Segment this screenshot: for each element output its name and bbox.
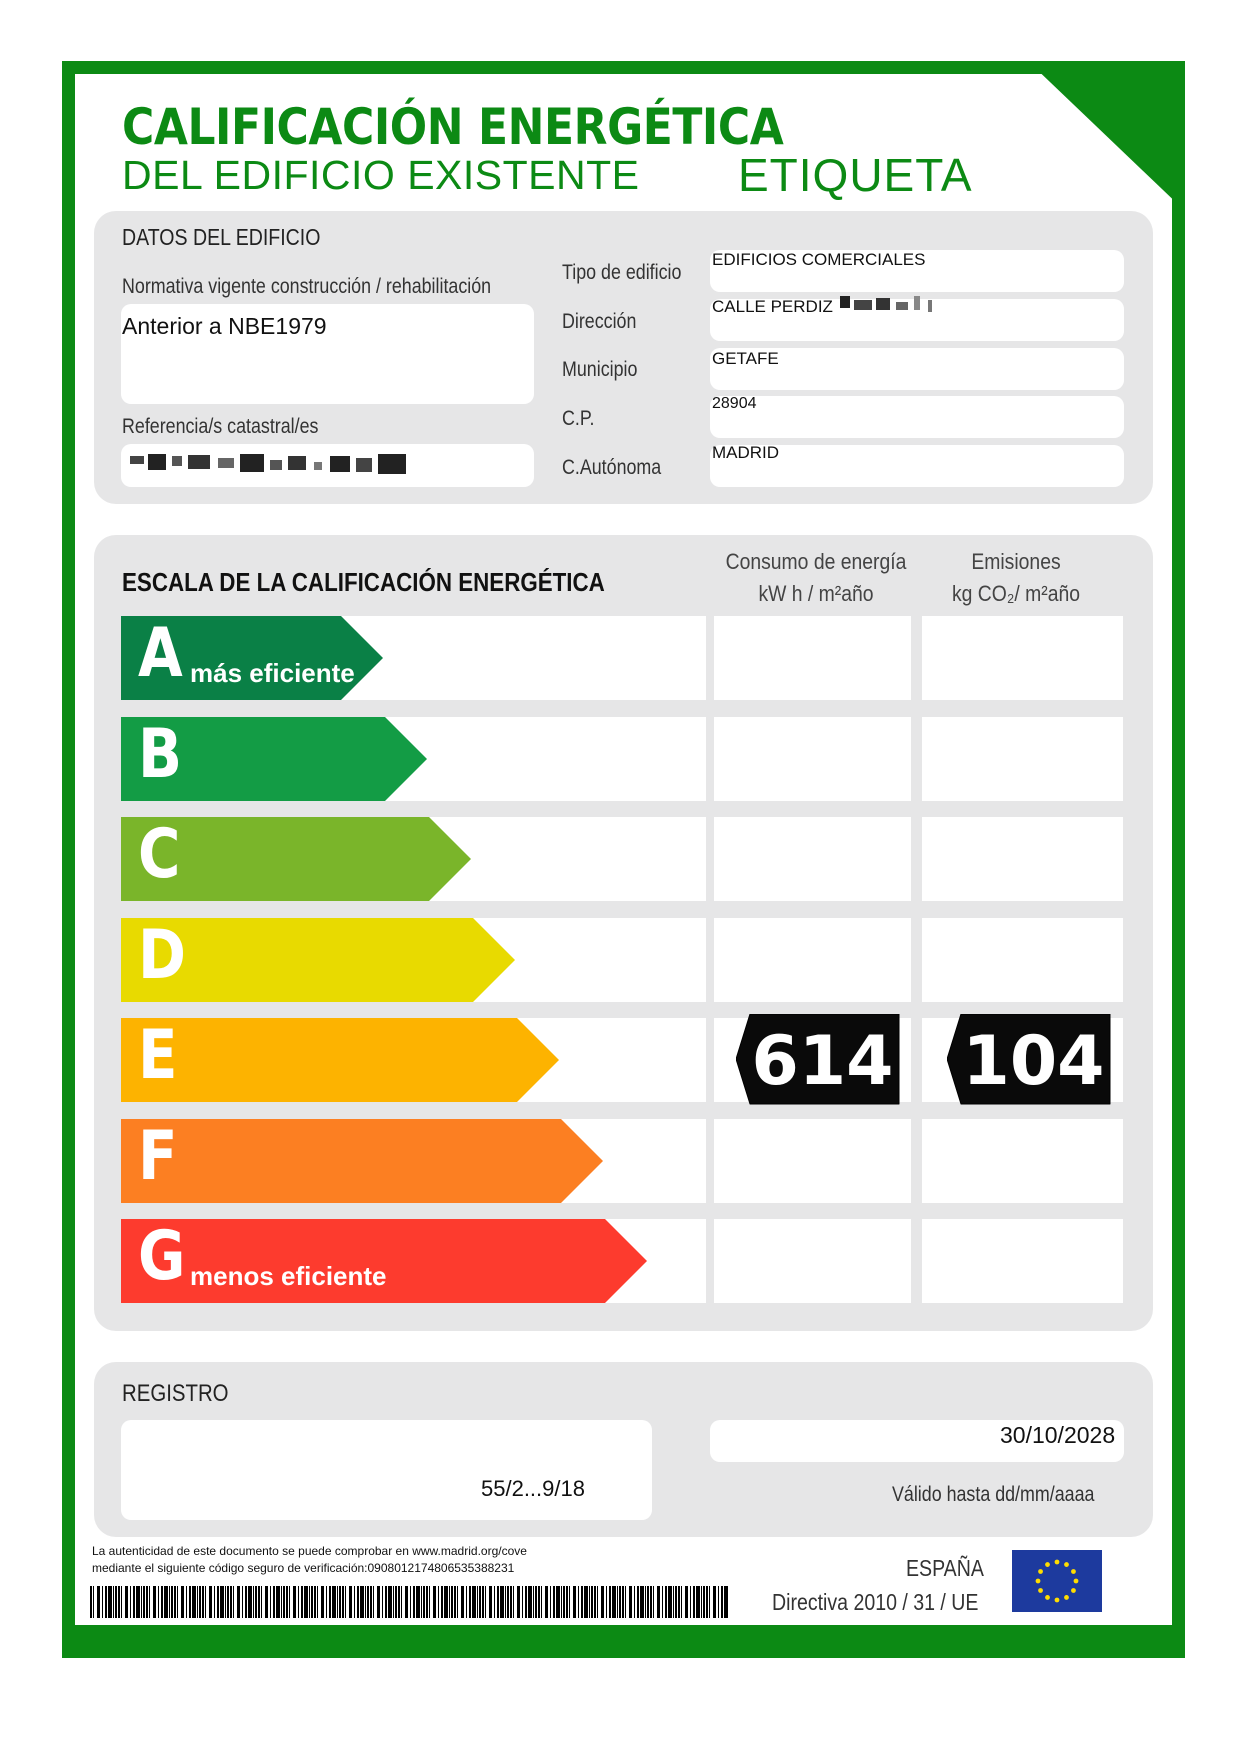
redacted-direccion bbox=[838, 294, 938, 316]
etiqueta-label: ETIQUETA bbox=[738, 149, 973, 201]
emisiones-value: 104 bbox=[962, 1022, 1105, 1101]
fecha-value: 30/10/2028 bbox=[1000, 1422, 1116, 1448]
direccion-label: Dirección bbox=[562, 310, 637, 333]
class-letter-e: E bbox=[138, 1016, 178, 1095]
consumo-cell-c bbox=[714, 817, 911, 901]
class-letter-g: G bbox=[138, 1217, 186, 1296]
cp-field bbox=[710, 396, 1124, 438]
ca-value: MADRID bbox=[712, 443, 780, 462]
registro-number: 55/2...9/18 bbox=[481, 1476, 585, 1501]
class-note-g: menos eficiente bbox=[190, 1261, 387, 1291]
main-title: CALIFICACIÓN ENERGÉTICA bbox=[122, 98, 784, 156]
building-section-title: DATOS DEL EDIFICIO bbox=[122, 224, 321, 250]
country-label: ESPAÑA bbox=[906, 1555, 984, 1581]
barcode bbox=[90, 1586, 728, 1618]
consumo-cell-f bbox=[714, 1119, 911, 1203]
tipo-value: EDIFICIOS COMERCIALES bbox=[712, 250, 926, 269]
emisiones-cell-d bbox=[922, 918, 1123, 1002]
emisiones-cell-g bbox=[922, 1219, 1123, 1303]
normativa-value: Anterior a NBE1979 bbox=[122, 313, 327, 339]
normativa-label: Normativa vigente construcción / rehabilitación bbox=[122, 275, 492, 298]
consumo-cell-g bbox=[714, 1219, 911, 1303]
class-letter-f: F bbox=[138, 1117, 178, 1196]
class-note-a: más eficiente bbox=[190, 658, 355, 688]
direccion-value: CALLE PERDIZ bbox=[712, 297, 833, 316]
class-letter-d: D bbox=[138, 916, 186, 995]
emisiones-header bbox=[919, 546, 1113, 610]
scale-title: ESCALA DE LA CALIFICACIÓN ENERGÉTICA bbox=[122, 567, 605, 597]
class-letter-a: A bbox=[138, 614, 183, 693]
directive-label: Directiva 2010 / 31 / UE bbox=[772, 1589, 979, 1615]
redacted-referencia bbox=[126, 450, 416, 478]
referencia-label: Referencia/s catastral/es bbox=[122, 415, 319, 438]
ca-label: C.Autónoma bbox=[562, 456, 662, 479]
registro-number-field bbox=[121, 1420, 652, 1520]
consumo-cell-b bbox=[714, 717, 911, 801]
cp-label: C.P. bbox=[562, 407, 595, 430]
consumo-header-line1: Consumo de energía bbox=[725, 549, 907, 574]
tipo-label: Tipo de edificio bbox=[562, 261, 682, 284]
emisiones-header-line2: kg CO₂/ m²año bbox=[951, 581, 1081, 606]
corner-fold bbox=[1028, 61, 1185, 211]
registro-title: REGISTRO bbox=[122, 1380, 229, 1407]
consumo-cell-a bbox=[714, 616, 911, 700]
emisiones-cell-b bbox=[922, 717, 1123, 801]
verification-line2: mediante el siguiente código seguro de verificación:0908012174806535388231 bbox=[92, 1561, 515, 1575]
emisiones-cell-f bbox=[922, 1119, 1123, 1203]
valido-label: Válido hasta dd/mm/aaaa bbox=[892, 1483, 1095, 1506]
consumo-header-line2: kW h / m²año bbox=[758, 581, 874, 606]
class-letter-c: C bbox=[138, 815, 181, 894]
verification-line1: La autenticidad de este documento se puede comprobar en www.madrid.org/cove bbox=[92, 1544, 527, 1558]
class-arrow-f bbox=[121, 1119, 605, 1203]
emisiones-cell-c bbox=[922, 817, 1123, 901]
municipio-label: Municipio bbox=[562, 358, 638, 381]
cp-value: 28904 bbox=[712, 395, 757, 412]
emisiones-header-line1: Emisiones bbox=[971, 549, 1061, 574]
municipio-value: GETAFE bbox=[712, 349, 779, 368]
consumo-cell-d bbox=[714, 918, 911, 1002]
class-letter-b: B bbox=[138, 715, 183, 794]
eu-flag-icon bbox=[1012, 1550, 1102, 1612]
emisiones-cell-a bbox=[922, 616, 1123, 700]
consumo-header bbox=[719, 546, 913, 610]
consumo-value: 614 bbox=[751, 1022, 894, 1101]
class-arrow-e bbox=[121, 1018, 561, 1102]
subtitle: DEL EDIFICIO EXISTENTE bbox=[122, 152, 640, 198]
